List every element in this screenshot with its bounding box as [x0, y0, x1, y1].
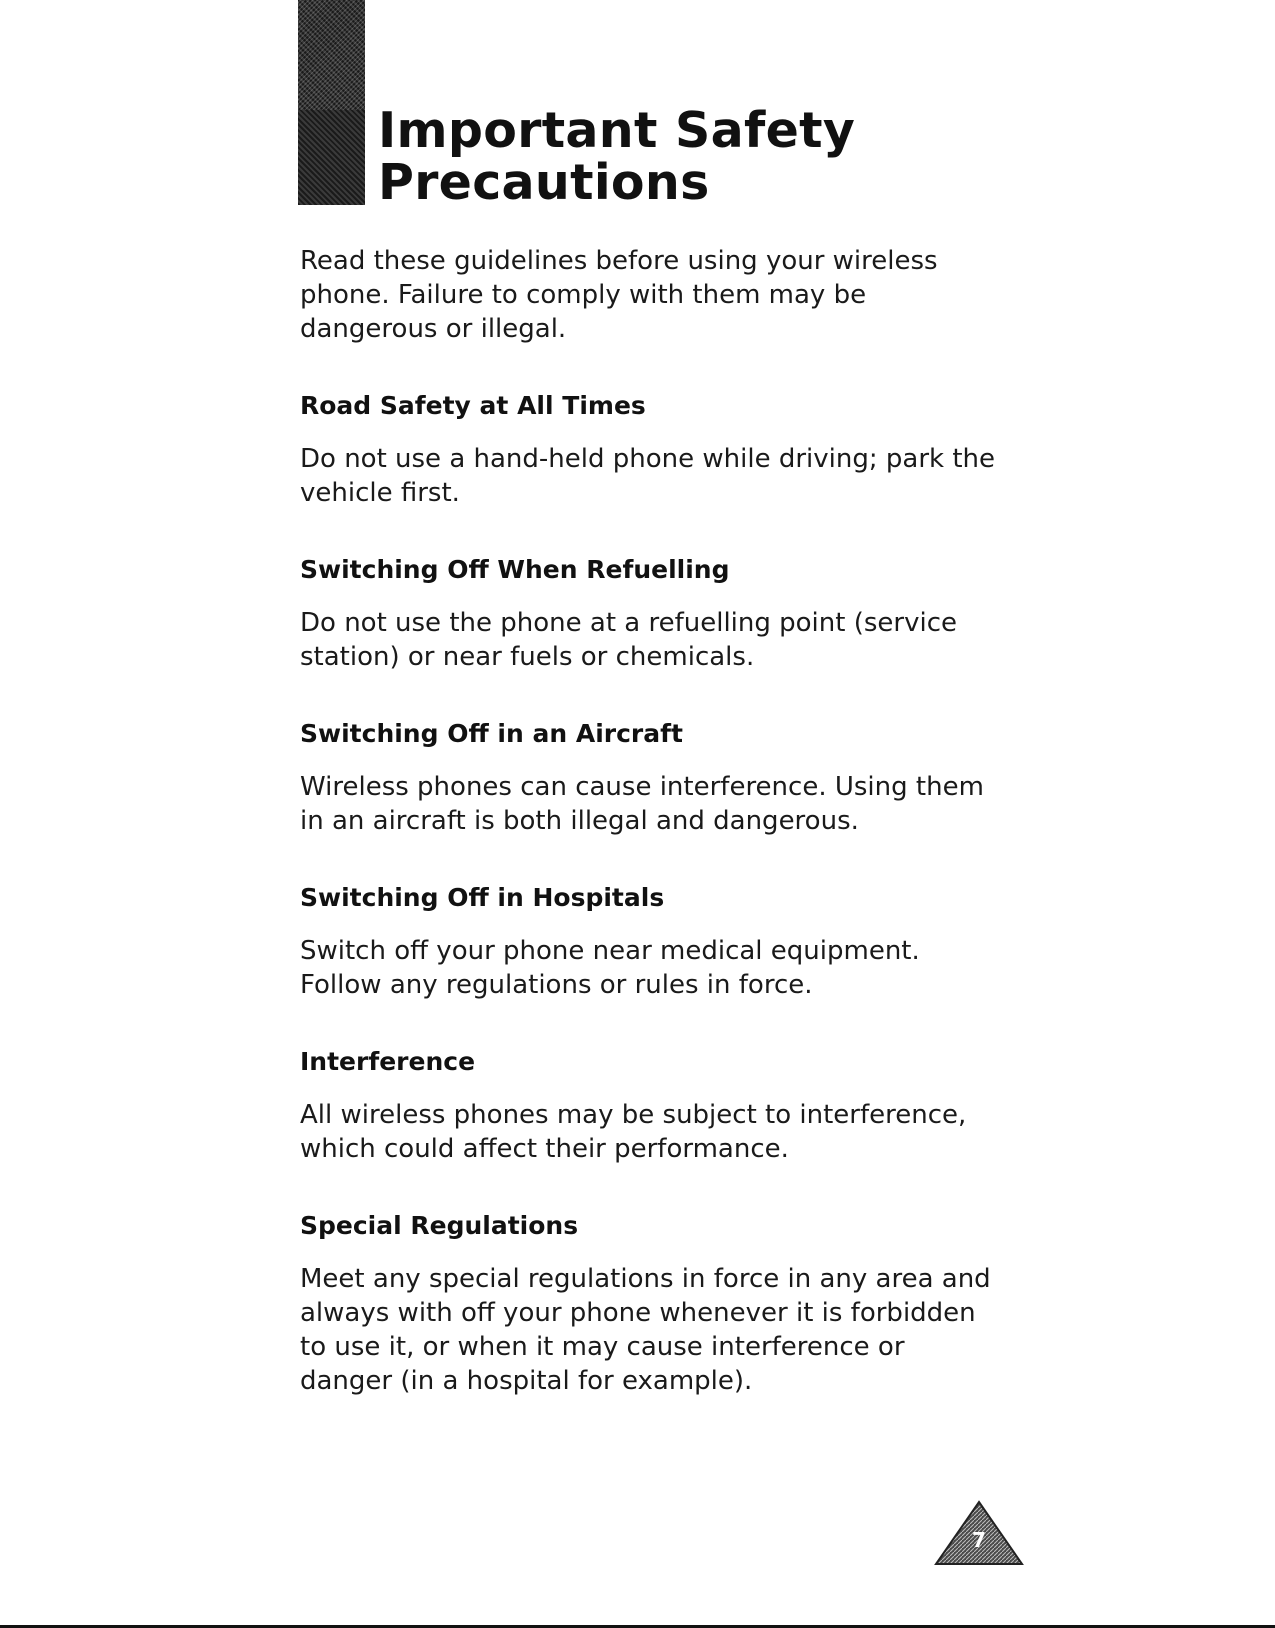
title-accent-bar — [298, 0, 365, 205]
section-body: Do not use the phone at a refuelling point (service station) or near fuels or chemicals. — [300, 608, 957, 672]
section-interference — [300, 1046, 1000, 1166]
section-hospitals — [300, 882, 1000, 1002]
page-title-line-2: Precautions — [378, 154, 710, 211]
page-title — [378, 102, 856, 211]
section-heading: Special Regulations — [300, 1211, 579, 1240]
section-special-regulations — [300, 1210, 1000, 1398]
section-refuelling — [300, 554, 1000, 674]
section-heading: Switching Off When Refuelling — [300, 555, 730, 584]
section-body: Meet any special regulations in force in any area and always with off your phone whenever it is forbidden to use it, or when it may cause interference or danger (in a hospital for example). — [300, 1264, 991, 1396]
section-heading: Road Safety at All Times — [300, 391, 646, 420]
section-body: All wireless phones may be subject to interference, which could affect their performance. — [300, 1100, 967, 1164]
section-aircraft — [300, 718, 1000, 838]
section-heading: Switching Off in Hospitals — [300, 883, 665, 912]
page-title-line-1: Important Safety — [378, 102, 856, 159]
intro-paragraph: Read these guidelines before using your wireless phone. Failure to comply with them may be dangerous or illegal. — [300, 246, 938, 344]
section-body: Switch off your phone near medical equipment. Follow any regulations or rules in force. — [300, 936, 920, 1000]
section-heading: Switching Off in an Aircraft — [300, 719, 683, 748]
section-road-safety — [300, 390, 1000, 510]
section-heading: Interference — [300, 1047, 476, 1076]
section-body: Wireless phones can cause interference. Using them in an aircraft is both illegal and dangerous. — [300, 772, 984, 836]
section-body: Do not use a hand-held phone while driving; park the vehicle first. — [300, 444, 995, 508]
page-number: 7 — [972, 1528, 986, 1552]
document-content — [300, 244, 1000, 1398]
